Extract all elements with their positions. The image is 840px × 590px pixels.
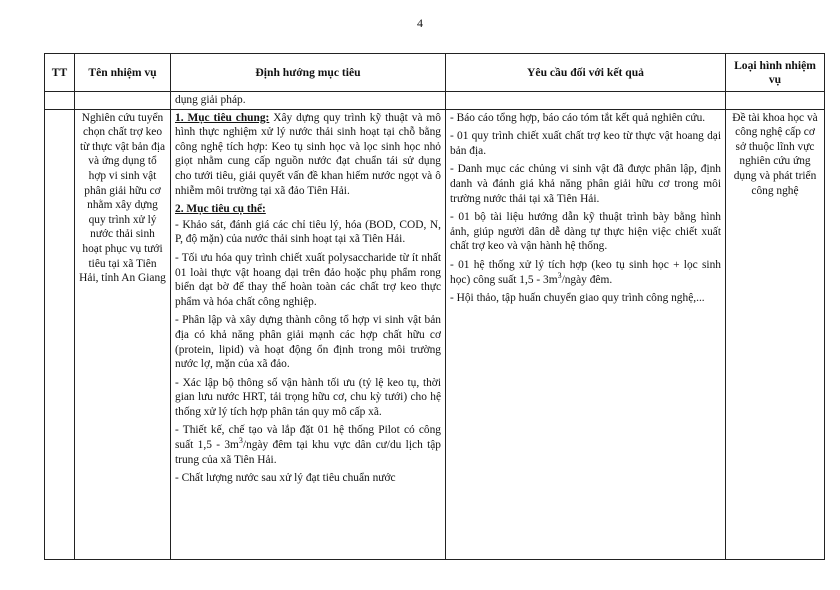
objective-item: - Phân lập và xây dựng thành công tổ hợp vi sinh vật bản địa có khả năng phân giải mạnh các hợp chất hữu cơ (protein, lipid) và hoạt động ổn định trong môi trường nước lợ, mặn của xã đảo. (175, 314, 441, 371)
requirement-item: - Danh mục các chủng vi sinh vật đã được phân lập, định danh và đánh giá khả năng phân giải hữu cơ trong môi trường nước thải tại xã Tiên Hải. (450, 163, 721, 205)
header-ten-nhiem-vu: Tên nhiệm vụ (75, 54, 171, 92)
row-tt (45, 109, 75, 559)
task-type: Đề tài khoa học và công nghệ cấp cơ sở thuộc lĩnh vực nghiên cứu ứng dụng và phát triển công nghệ (726, 109, 825, 559)
objective-item: - Tối ưu hóa quy trình chiết xuất polysaccharide từ ít nhất 01 loài thực vật hoang dại trên đảo hoặc phụ phẩm rong biển dạt bờ để thay thế hoàn toàn các chất trợ keo thực phẩm và hóa chất công nghiệp. (175, 251, 441, 308)
task-table (44, 53, 825, 560)
table-row (45, 109, 825, 559)
task-name: Nghiên cứu tuyển chọn chất trợ keo từ thực vật bản địa và ứng dụng tổ hợp vi sinh vật phân giải hữu cơ nhằm xây dựng quy trình xử lý nước thải sinh hoạt phục vụ tưới tiêu tại xã Tiên Hải, tỉnh An Giang (75, 109, 171, 559)
specific-objective-label: 2. Mục tiêu cụ thể: (175, 203, 266, 216)
objectives-cell (171, 109, 446, 559)
requirement-item: - Hội thảo, tập huấn chuyển giao quy trình công nghệ,... (450, 292, 705, 305)
requirement-item: - 01 quy trình chiết xuất chất trợ keo từ thực vật hoang dại bản địa. (450, 130, 721, 157)
requirement-item: - 01 bộ tài liệu hướng dẫn kỹ thuật trình bày bằng hình ảnh, giúp người dân dễ dàng tự thực hiện việc chiết xuất chất trợ keo và vận hành hệ thống. (450, 211, 721, 253)
page-number: 4 (417, 16, 423, 30)
header-dinh-huong: Định hướng mục tiêu (171, 54, 446, 92)
continued-row (45, 92, 825, 110)
header-yeu-cau: Yêu cầu đối với kết quả (446, 54, 726, 92)
header-loai-hinh: Loại hình nhiệm vụ (726, 54, 825, 92)
requirements-cell (446, 109, 726, 559)
requirement-item: - 01 hệ thống xử lý tích hợp (keo tụ sinh học + lọc sinh học) công suất $1,5 - 3m^3$/ngày đêm. (450, 258, 721, 286)
requirement-item: - Báo cáo tổng hợp, báo cáo tóm tắt kết quả nghiên cứu. (450, 111, 706, 124)
continued-text: dụng giải pháp. (171, 92, 446, 110)
objective-item: - Khảo sát, đánh giá các chỉ tiêu lý, hóa (BOD, COD, N, P, độ mặn) của nước thải sinh hoạt tại xã Tiên Hải. (175, 218, 441, 246)
objective-item: - Xác lập bộ thông số vận hành tối ưu (tỷ lệ keo tụ, thời gian lưu nước HRT, tải trọng hữu cơ, chu kỳ tưới) cho hệ thống xử lý tích hợp phân tán quy mô cấp xã. (175, 376, 441, 418)
general-objective: 1. Mục tiêu chung: Xây dựng quy trình kỹ thuật và mô hình thực nghiệm xử lý nước thải sinh hoạt tại chỗ bằng công nghệ tích hợp: Keo tụ sinh học và lọc sinh học nhỏ giọt nhằm cung cấp nguồn nước đạt chuẩn tái sử dụng cho tưới tiêu, giải quyết vấn đề khan hiếm nước ngọt và ô nhiễm môi trường tại xã đảo Tiên Hải. (175, 111, 441, 197)
objective-item: - Chất lượng nước sau xử lý đạt tiêu chuẩn nước (175, 472, 396, 485)
objective-item: - Thiết kế, chế tạo và lắp đặt 01 hệ thống Pilot có công suất $1,5 - 3m^3$/ngày đêm tại khu vực dân cư/du lịch tập trung của xã Tiên Hải. (175, 424, 441, 466)
header-tt: TT (45, 54, 75, 92)
header-row (45, 54, 825, 92)
